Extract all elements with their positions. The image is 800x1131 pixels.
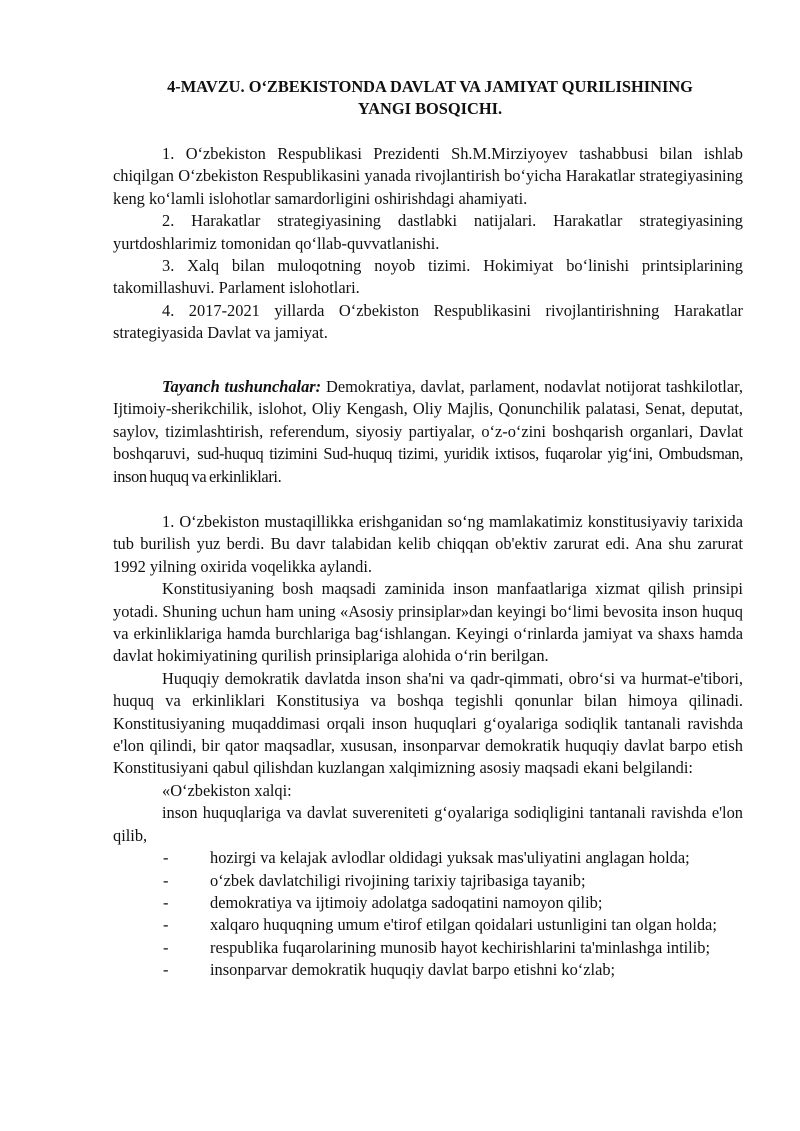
plan-section <box>113 143 743 345</box>
list-item <box>113 892 743 914</box>
list-item-text: insonparvar demokratik huquqiy davlat barpo etishni ko‘zlab; <box>210 960 616 980</box>
keywords-text: Demokratiya, davlat, parlament, nodavlat notijorat tashkilotlar, Ijtimoiy-sherikchilik, islohot, Oliy Kengash, Oliy Majlis, Qonunchilik palatasi, Senat, deputat, saylov, tizimlashtirish, referendum, siyosiy partiyalar, o‘z-o‘zini boshqarish organlari, Davlat boshqaruvi, <box>113 377 743 464</box>
list-dash: - <box>163 937 169 957</box>
list-dash: - <box>163 892 169 912</box>
page-title <box>100 76 760 120</box>
list-item-text: xalqaro huquqning umum e'tirof etilgan qoidalari ustunligini tan olgan holda; <box>210 915 717 935</box>
list-item-text: o‘zbek davlatchiligi rivojining tarixiy tajribasiga tayanib; <box>210 870 586 890</box>
keywords-label: Tayanch tushunchalar: <box>162 377 322 396</box>
plan-item-2: 2. Harakatlar strategiyasining dastlabki natijalari. Harakatlar strategiyasining yurtdoshlarimiz tomonidan qo‘llab-quvvatlanishi. <box>113 211 743 253</box>
list-dash: - <box>163 848 169 868</box>
list-item <box>113 914 743 936</box>
plan-item-3: 3. Xalq bilan muloqotning noyob tizimi. Hokimiyat bo‘linishi printsiplarining takomillashuvi. Parlament islohotlari. <box>113 256 743 298</box>
main-text <box>113 511 743 982</box>
list-item <box>113 870 743 892</box>
plan-item-4: 4. 2017-2021 yillarda O‘zbekiston Respublikasini rivojlantirishning Harakatlar strategiyasida Davlat va jamiyat. <box>113 300 743 343</box>
list-item <box>113 959 743 981</box>
keywords-paragraph <box>113 376 743 488</box>
keywords-tail: sud-huquq tizimini Sud-huquq tizimi, yuridik ixtisos, fuqarolar yig‘ini, Ombudsman, inson huquq va erkinliklari. <box>113 444 743 486</box>
body-paragraph-3: Huquqiy demokratik davlatda inson sha'ni va qadr-qimmati, obro‘si va hurmat-e'tibori, huquq va erkinliklari Konstitusiya va boshqa tegishli qonunlar bilan himoya qilinadi. Konstitusiyaning muqaddimasi orqali inson huquqlari g‘oyalariga sodiqlik tantanali ravishda e'lon qilindi, bir qator maqsadlar, xususan, insonparvar demokratik huquqiy davlat barpo etish Konstitusiyani qabul qilishdan kuzlangan xalqimizning asosiy maqsadi ekani belgilandi: <box>113 668 743 778</box>
keywords-section <box>113 376 743 488</box>
body-paragraph-4: inson huquqlariga va davlat suvereniteti g‘oyalariga sodiqligini tantanali ravishda e'lon qilib, <box>113 803 743 845</box>
list-item-text: demokratiya va ijtimoiy adolatga sadoqatini namoyon qilib; <box>210 892 603 912</box>
list-dash: - <box>163 870 169 890</box>
body-paragraph-2: Konstitusiyaning bosh maqsadi zaminida inson manfaatlariga xizmat qilish prinsipi yotadi. Shuning uchun ham uning «Asosiy prinsiplar»dan keyingi bo‘limi bevosita inson huquq va erkinliklariga hamda burchlariga bag‘ishlangan. Keyingi o‘rinlarda jamiyat va shaxs hamda davlat hokimiyatining qurilish prinsiplariga alohida o‘rin berilgan. <box>113 579 743 666</box>
quote-opening: «O‘zbekiston xalqi: <box>162 780 292 800</box>
list-item-text: hozirgi va kelajak avlodlar oldidagi yuksak mas'uliyatini anglagan holda; <box>210 848 690 868</box>
body-paragraph-1: 1. O‘zbekiston mustaqillikka erishganidan so‘ng mamlakatimiz konstitusiyaviy tarixida tub burilish yuz berdi. Bu davr talabidan kelib chiqqan ob'ektiv zarurat edi. Ana shu zarurat 1992 yilning oxirida voqelikka aylandi. <box>113 512 743 576</box>
title-line-2: YANGI BOSQICHI. <box>357 99 503 118</box>
list-dash: - <box>163 960 169 980</box>
list-dash: - <box>163 915 169 935</box>
list-item <box>113 937 743 959</box>
list-item <box>113 847 743 869</box>
list-item-text: respublika fuqarolarining munosib hayot kechirishlarini ta'minlashga intilib; <box>210 937 711 957</box>
title-line-1: 4-MAVZU. O‘ZBEKISTONDA DAVLAT VA JAMIYAT QURILISHINING <box>167 77 693 96</box>
plan-item-1: 1. O‘zbekiston Respublikasi Prezidenti Sh.M.Mirziyoyev tashabbusi bilan ishlab chiqilgan O‘zbekiston Respublikasini yanada rivojlantirish bo‘yicha Harakatlar strategiyasining keng ko‘lamli islohotlar samardorligini oshirishdagi ahamiyati. <box>113 144 743 208</box>
